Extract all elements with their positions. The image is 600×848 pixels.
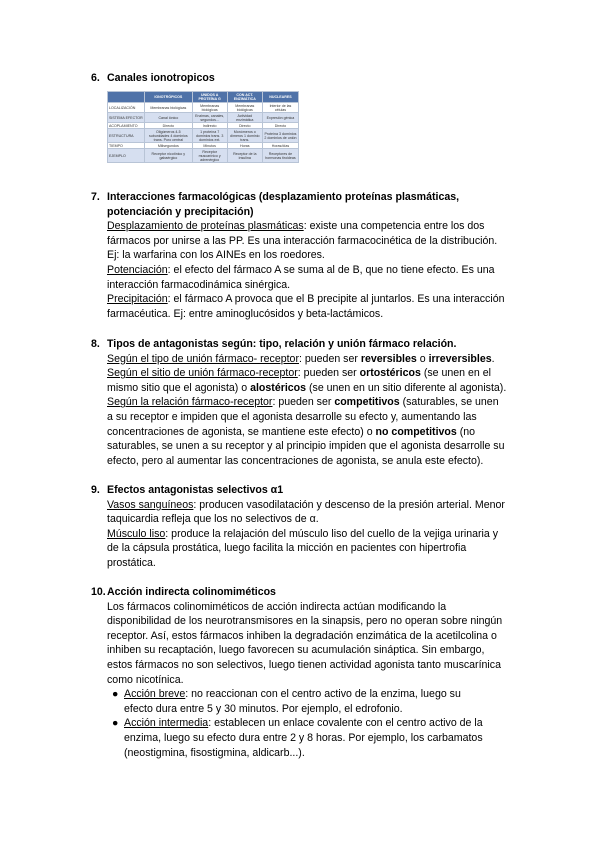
term: Potenciación xyxy=(107,263,168,276)
section-body xyxy=(91,219,531,321)
table-header-row xyxy=(108,92,299,103)
table-cell: Membranas biológicas xyxy=(192,103,227,113)
text-line: enzima, luego su efecto dura entre 2 y 8 horas. Por ejemplo, los carbamatos xyxy=(124,731,483,744)
table-row-header: SISTEMA EFECTOR xyxy=(108,113,145,123)
term: Según la relación fármaco-receptor xyxy=(107,396,273,409)
text-line: Ej: la warfarina con los AINEs en los roedores. xyxy=(107,249,325,262)
section-title: Canales ionotropicos xyxy=(107,72,215,84)
text-line: inhiben su recaptación, luego favorecen su acumulación sináptica. Sin embargo, xyxy=(107,644,485,657)
bold-term: reversibles xyxy=(360,352,417,365)
section-10 xyxy=(91,585,531,760)
text: : establecen un enlace covalente con el centro activo de la xyxy=(208,717,483,730)
term: Según el sitio de unión fármaco-receptor xyxy=(107,367,298,380)
bullet-icon: ● xyxy=(112,717,119,730)
table-cell: 1 proteína 7 dominios trans. 3 dominios ext. xyxy=(192,129,227,143)
table-header-cell: UNIDOS A PROTEÍNA G xyxy=(192,92,227,103)
text: mismo sitio que el agonista) o xyxy=(107,381,251,394)
section-title: Acción indirecta colinomiméticos xyxy=(107,586,276,598)
list-item xyxy=(91,687,531,716)
term: Según el tipo de unión fármaco- receptor xyxy=(107,352,299,365)
bold-term: alostéricos xyxy=(250,381,307,394)
table-cell: Directo xyxy=(145,123,193,129)
section-title-line: potenciación y precipitación) xyxy=(107,205,254,218)
section-title: Efectos antagonistas selectivos α1 xyxy=(107,484,284,496)
bold-term: competitivos xyxy=(334,396,400,409)
bold-term: irreversibles xyxy=(428,352,492,365)
table-cell: Receptor nicotínico y gabaérgico xyxy=(145,149,193,163)
text-line: farmacéutica. Ej: entre aminoglucósidos y beta-lactámicos. xyxy=(107,307,384,320)
table-cell: Canal iónico xyxy=(145,113,193,123)
text-line: como nicotínica. xyxy=(107,673,184,686)
text-line xyxy=(124,687,531,702)
table-row xyxy=(108,113,299,123)
section-9 xyxy=(91,483,531,571)
text: : pueden ser xyxy=(298,352,361,365)
table-cell: Horas xyxy=(227,143,262,149)
text: : existe una competencia entre los dos xyxy=(303,220,485,233)
text: concentraciones de agonista, se mantiene este efecto) o xyxy=(107,425,376,438)
text: (saturables, se unen xyxy=(399,396,499,409)
section-6 xyxy=(91,71,531,86)
text-line xyxy=(107,527,531,542)
text-line xyxy=(107,425,531,440)
table-cell: Indirecto xyxy=(192,123,227,129)
text-line: receptor. Así, estos fármacos inhiben la degradación enzimática de la acetilcolina o xyxy=(107,629,497,642)
table-row xyxy=(108,129,299,143)
text: (se unen en el xyxy=(420,367,491,380)
bullet-list xyxy=(91,687,531,760)
section-number: 10. xyxy=(91,586,106,598)
text-line: taquicardia refleja que los no selectivos de α. xyxy=(107,513,319,526)
table-cell: Horas/días xyxy=(262,143,298,149)
text-line xyxy=(107,395,531,410)
table-header-cell: IONOTRÓPICOS xyxy=(145,92,193,103)
section-title-line: Interacciones farmacológicas (desplazamiento proteínas plasmáticas, xyxy=(107,191,460,203)
bold-term: no competitivos xyxy=(375,425,457,438)
text-line: estos fármacos no son selectivos, luego tienen actividad agonista tanto muscarínica xyxy=(107,658,501,671)
text-line: efecto, pero al aumentar las concentraciones de agonista, se anula este efecto). xyxy=(107,454,484,467)
text-line xyxy=(107,381,531,396)
table-cell: Actividad enzimática xyxy=(227,113,262,123)
bullet-icon: ● xyxy=(112,688,119,701)
table-cell: Interior de las células xyxy=(262,103,298,113)
text-line: a su receptor e impiden que el agonista desarrolle su efecto y, aumentando las xyxy=(107,410,477,423)
text-line: de la cápsula prostática, luego facilita la micción en pacientes con hipertrofia xyxy=(107,542,467,555)
section-body xyxy=(91,600,531,688)
text-line: prostática. xyxy=(107,556,156,569)
text: : el efecto del fármaco A se suma al de B, que no tiene efecto. Es una xyxy=(167,263,495,276)
section-8 xyxy=(91,337,531,468)
text-line xyxy=(107,366,531,381)
section-number: 8. xyxy=(91,338,100,350)
table-cell: Receptores de hormonas tiroideas xyxy=(262,149,298,163)
term: Vasos sanguíneos xyxy=(107,498,194,511)
term: Acción intermedia xyxy=(124,717,209,730)
text: (se unen en un sitio diferente al agonista). xyxy=(306,381,507,394)
text: : produce la relajación del músculo liso del cuello de la vejiga urinaria y xyxy=(165,527,499,540)
table-row-header: LOCALIZACIÓN xyxy=(108,103,145,113)
table-cell: Receptor muscarínico y adrenérgico xyxy=(192,149,227,163)
text-line xyxy=(107,292,531,307)
table-header-cell: NUCLEARES xyxy=(262,92,298,103)
section-body xyxy=(91,498,531,571)
receptor-table xyxy=(107,91,299,163)
table-row-header: ESTRUCTURA xyxy=(108,129,145,143)
section-7 xyxy=(91,190,531,321)
text-line: fármacos por unirse a las PP. Es una interacción farmacocinética de la distribución. xyxy=(107,234,498,247)
term: Desplazamiento de proteínas plasmáticas xyxy=(107,220,304,233)
table-row-header: ACOPLAMIENTO xyxy=(108,123,145,129)
text: o xyxy=(416,352,429,365)
text-line: Los fármacos colinomiméticos de acción indirecta actúan modificando la xyxy=(107,600,447,613)
text-line: disponibilidad de los neurotransmisores en la sinapsis, pero no operan sobre ningún xyxy=(107,615,503,628)
text: : no reaccionan con el centro activo de la enzima, luego su xyxy=(185,688,461,701)
text-line xyxy=(107,263,531,278)
table-cell: Membranas biológicas xyxy=(227,103,262,113)
text-line: (neostigmina, fisostigmina, aldicarb...). xyxy=(124,746,305,759)
term: Precipitación xyxy=(107,293,168,306)
table-cell: Receptor de la insulina xyxy=(227,149,262,163)
table-row-header: TIEMPO xyxy=(108,143,145,149)
section-number: 9. xyxy=(91,484,100,496)
table-cell: Monómeros o dímeros 1 dominio trans. xyxy=(227,129,262,143)
table-cell: Membranas biológicas xyxy=(145,103,193,113)
text-line xyxy=(107,219,531,234)
term: Acción breve xyxy=(124,688,186,701)
text-line xyxy=(107,352,531,367)
list-item xyxy=(91,716,531,760)
term: Músculo liso xyxy=(107,527,166,540)
section-title: Tipos de antagonistas según: tipo, relación y unión fármaco relación. xyxy=(107,338,457,350)
text-line xyxy=(124,716,531,731)
section-title xyxy=(91,190,531,219)
table-cell: Directo xyxy=(227,123,262,129)
text-line: interacción farmacodinámica sinérgica. xyxy=(107,278,291,291)
text: : producen vasodilatación y descenso de la presión arterial. Menor xyxy=(193,498,505,511)
table-row xyxy=(108,149,299,163)
text-line: saturables, se unen a su receptor y al principio impiden que el agonista desarrolle su xyxy=(107,440,505,453)
table-row xyxy=(108,103,299,113)
text-line: efecto dura entre 5 y 30 minutos. Por ejemplo, el edrofonio. xyxy=(124,702,403,715)
table-cell: Directo xyxy=(262,123,298,129)
bold-term: ortostéricos xyxy=(359,367,421,380)
text: : pueden ser xyxy=(272,396,335,409)
table-cell: Milisegundos xyxy=(145,143,193,149)
section-number: 6. xyxy=(91,72,100,84)
table-cell: Expresión génica xyxy=(262,113,298,123)
section-body xyxy=(91,352,531,469)
text: . xyxy=(491,352,495,365)
table-cell: Enzimas, canales, segundos... xyxy=(192,113,227,123)
table-header-cell: CON ACT. ENZIMÁTICA xyxy=(227,92,262,103)
table-cell: Oligómeros 4-5 subunidades 4 dominios trans. Poro central xyxy=(145,129,193,143)
text: (no xyxy=(456,425,476,438)
table-header-cell xyxy=(108,92,145,103)
text-line xyxy=(107,498,531,513)
table-cell: Minutos xyxy=(192,143,227,149)
table-row-header: EJEMPLO xyxy=(108,149,145,163)
text: : pueden ser xyxy=(297,367,360,380)
text: : el fármaco A provoca que el B precipite al juntarlos. Es una interacción xyxy=(167,293,505,306)
table-cell: Proteína 3 dominios 2 dominios de unión xyxy=(262,129,298,143)
section-number: 7. xyxy=(91,191,100,203)
